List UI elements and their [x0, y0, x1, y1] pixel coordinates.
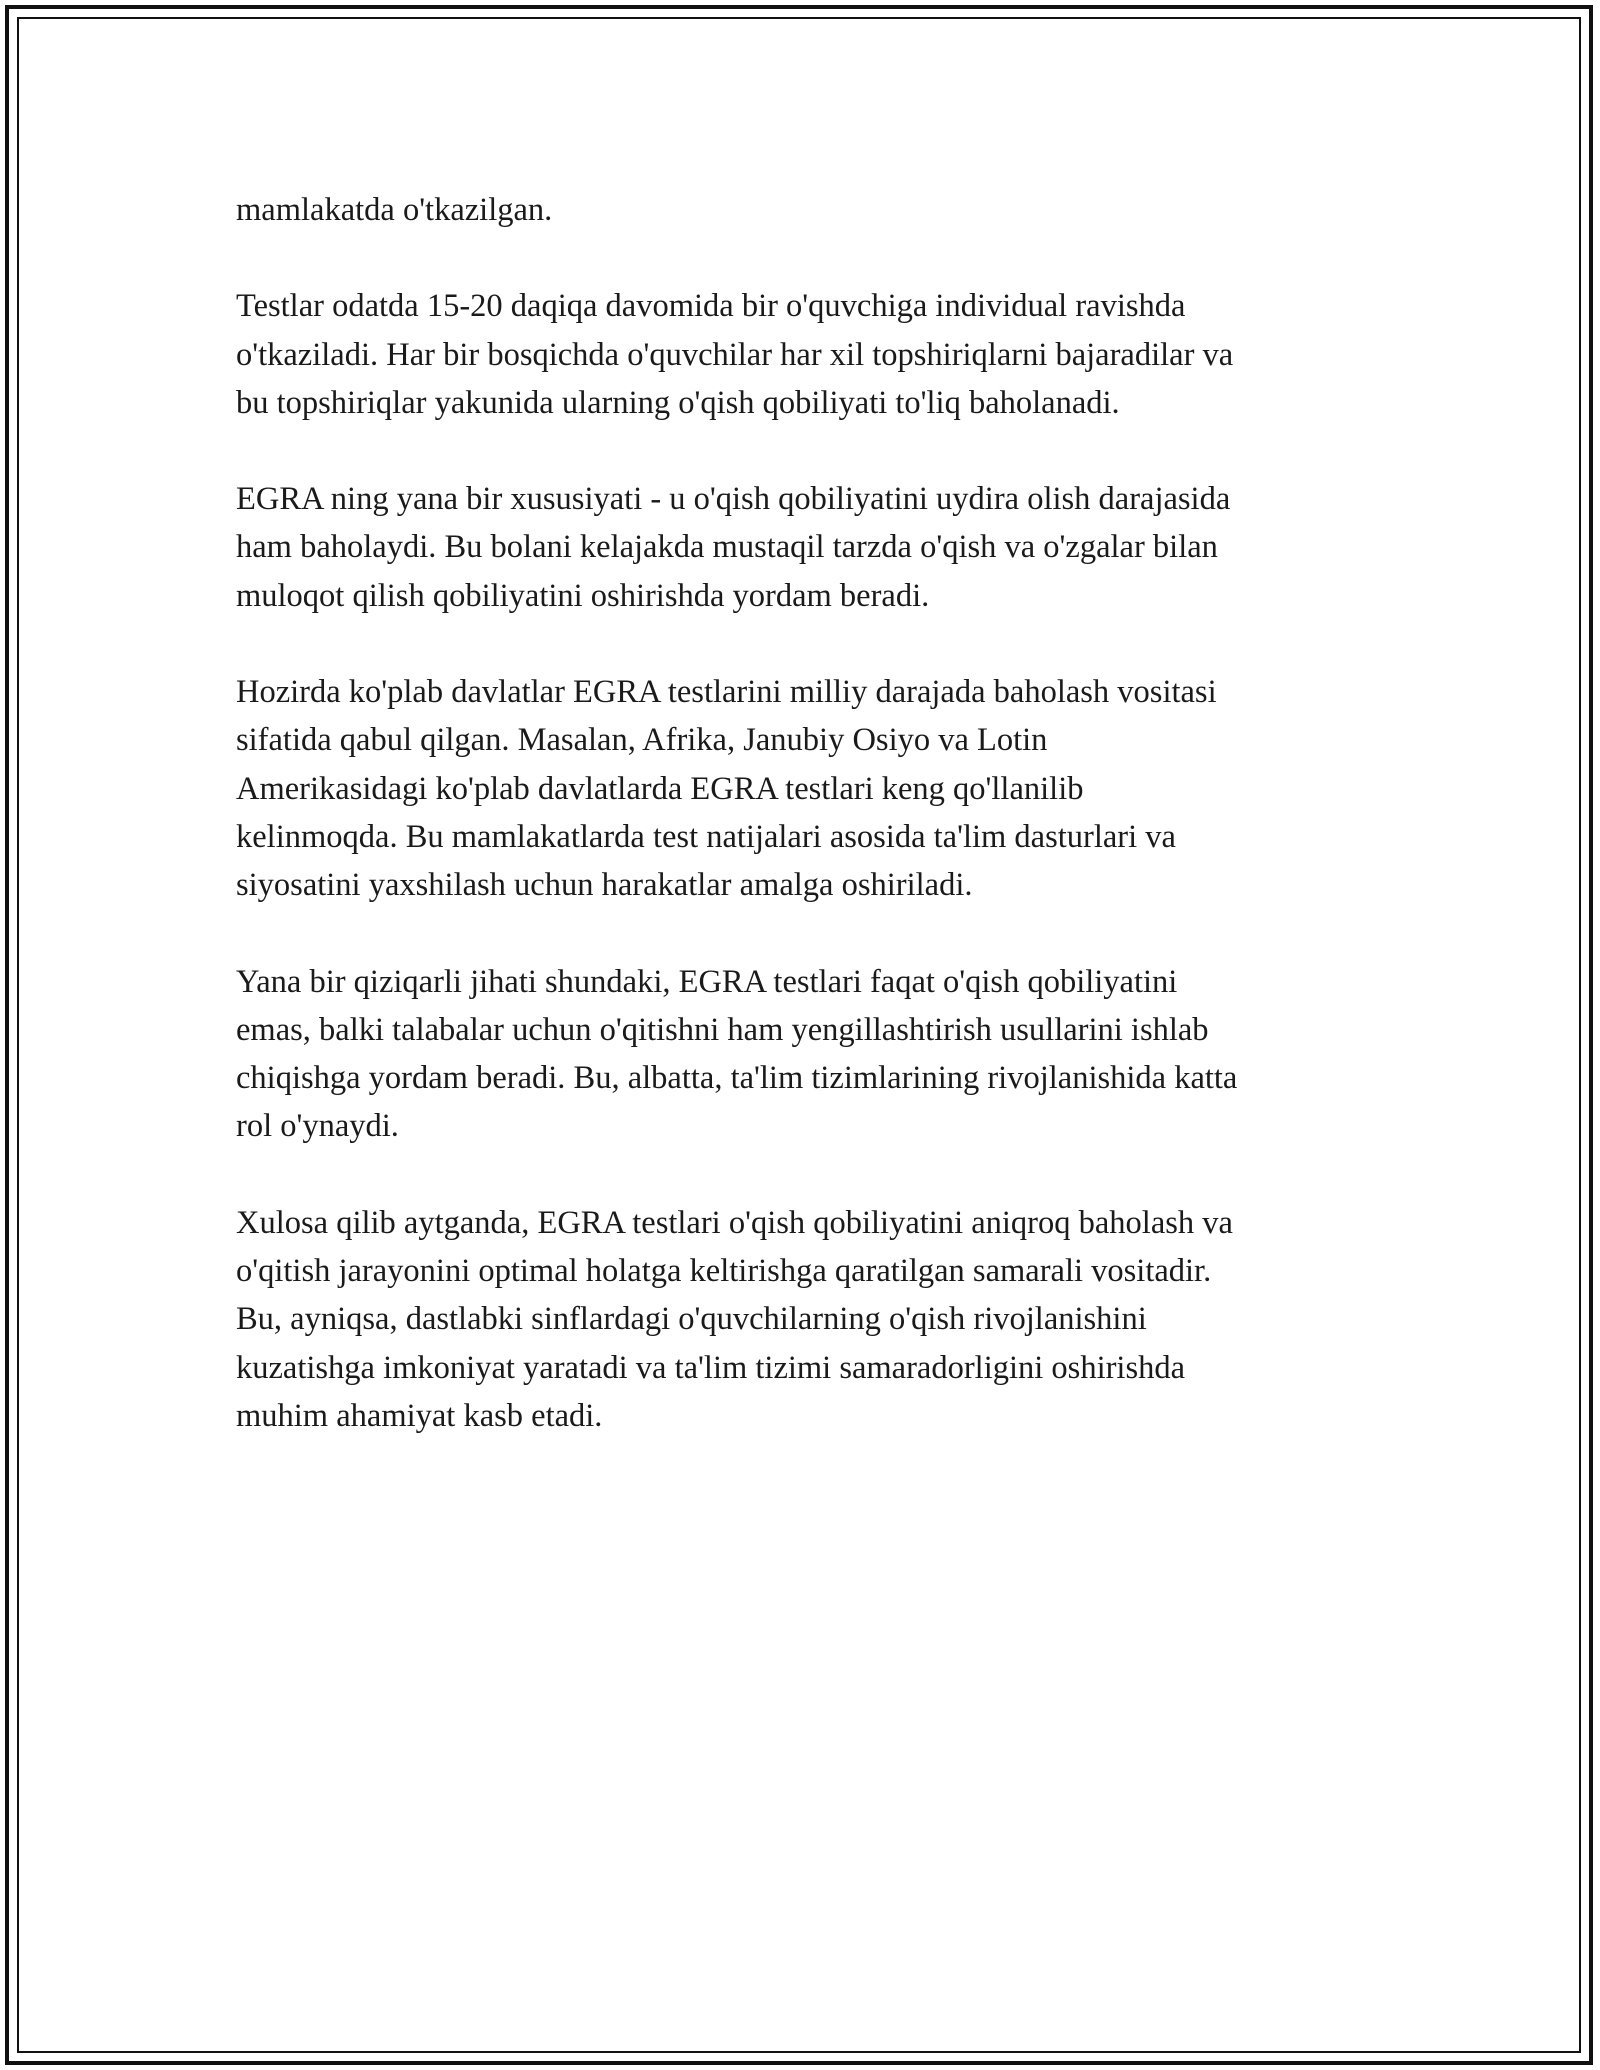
text-line: emas, balki talabalar uchun o'qitishni ham yengillashtirish usullarini ishlab [236, 1011, 1209, 1048]
text-line: Amerikasidagi ko'plab davlatlarda EGRA testlari keng qo'llanilib [236, 770, 1084, 807]
paragraph-1 [236, 186, 1386, 234]
text-line: EGRA ning yana bir xususiyati - u o'qish qobiliyatini uydira olish darajasida [236, 481, 1231, 518]
text-line: Hozirda ko'plab davlatlar EGRA testlarini milliy darajada baholash vositasi [236, 674, 1217, 711]
text-line: bu topshiriqlar yakunida ularning o'qish qobiliyati to'liq baholanadi. [236, 384, 1120, 421]
text-line: ham baholaydi. Bu bolani kelajakda mustaqil tarzda o'qish va o'zgalar bilan [236, 529, 1218, 566]
text-line: Yana bir qiziqarli jihati shundaki, EGRA testlari faqat o'qish qobiliyatini [236, 963, 1178, 1000]
text-line: kelinmoqda. Bu mamlakatlarda test natijalari asosida ta'lim dasturlari va [236, 818, 1176, 855]
document-body [236, 186, 1386, 1488]
paragraph-4 [236, 668, 1386, 909]
paragraph-6 [236, 1199, 1386, 1440]
text-line: Testlar odatda 15-20 daqiqa davomida bir o'quvchiga individual ravishda [236, 288, 1186, 325]
paragraph-5 [236, 958, 1386, 1151]
text-line: rol o'ynaydi. [236, 1108, 399, 1145]
text-line: sifatida qabul qilgan. Masalan, Afrika, Janubiy Osiyo va Lotin [236, 722, 1048, 759]
text-line: Xulosa qilib aytganda, EGRA testlari o'qish qobiliyatini aniqroq baholash va [236, 1204, 1233, 1241]
text-line: mamlakatda o'tkazilgan. [236, 192, 553, 228]
text-line: o'tkaziladi. Har bir bosqichda o'quvchilar har xil topshiriqlarni bajaradilar va [236, 336, 1234, 373]
text-line: Bu, ayniqsa, dastlabki sinflardagi o'quvchilarning o'qish rivojlanishini [236, 1301, 1147, 1338]
text-line: siyosatini yaxshilash uchun harakatlar amalga oshiriladi. [236, 867, 973, 904]
paragraph-3 [236, 475, 1386, 620]
text-line: chiqishga yordam beradi. Bu, albatta, ta'lim tizimlarining rivojlanishida katta [236, 1060, 1238, 1097]
text-line: kuzatishga imkoniyat yaratadi va ta'lim tizimi samaradorligini oshirishda [236, 1349, 1186, 1386]
text-line: o'qitish jarayonini optimal holatga keltirishga qaratilgan samarali vositadir. [236, 1253, 1212, 1290]
text-line: muhim ahamiyat kasb etadi. [236, 1397, 603, 1434]
paragraph-2 [236, 282, 1386, 427]
text-line: muloqot qilish qobiliyatini oshirishda yordam beradi. [236, 577, 930, 614]
